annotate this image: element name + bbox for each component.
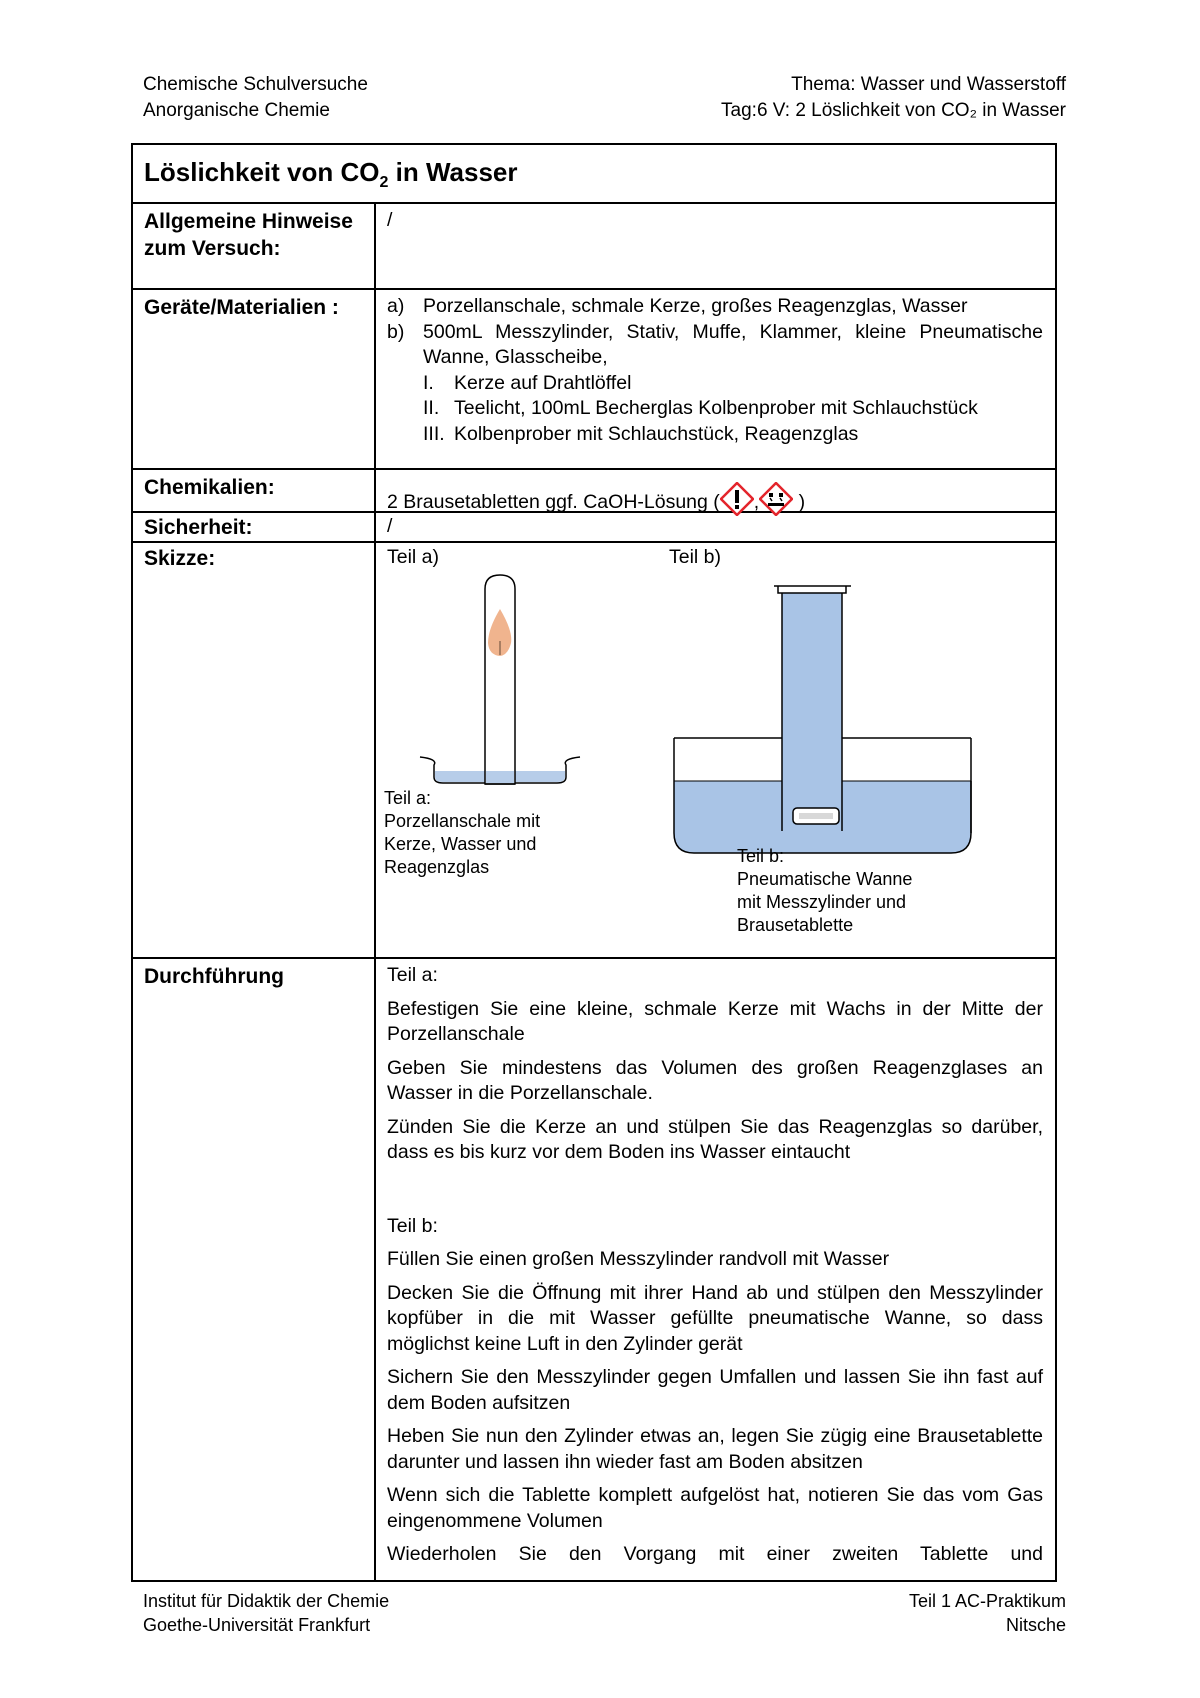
chemikalien-label: Chemikalien: — [144, 476, 275, 499]
test-tube-illustration — [485, 575, 515, 784]
chemikalien-row — [133, 470, 1055, 513]
geraete-row — [133, 290, 1055, 470]
list-item: III. Kolbenprober mit Schlauchstück, Reagenzglas — [423, 422, 859, 445]
page-header-right — [721, 72, 1066, 124]
step-item: Heben Sie nun den Zylinder etwas an, legen Sie zügig eine Brausetablette darunter und lassen ihn wieder fast am Boden absitzen — [387, 1425, 1043, 1473]
header-topic: Thema: Wasser und Wasserstoff — [791, 74, 1066, 95]
corrosive-hazard-icon — [759, 482, 793, 516]
header-school-experiments: Chemische Schulversuche — [143, 74, 368, 95]
effervescent-tablet-illustration — [793, 808, 839, 824]
durchfuehrung-label: Durchführung — [144, 965, 284, 988]
footer-institute: Institut für Didaktik der Chemie — [143, 1591, 390, 1611]
footer-university: Goethe-Universität Frankfurt — [143, 1615, 371, 1635]
step-item: Wiederholen Sie den Vorgang mit einer zweiten Tablette und — [387, 1543, 1043, 1565]
sicherheit-row — [133, 513, 1055, 543]
header-subject: Anorganische Chemie — [143, 100, 330, 121]
page-footer-left — [143, 1589, 389, 1637]
page-header-left — [143, 72, 368, 124]
caption-teil-b: Teil b: Pneumatische Wanne mit Messzylinder und Brausetablette — [737, 846, 913, 935]
protocol-table — [131, 143, 1057, 1582]
list-item: a) Porzellanschale, schmale Kerze, großes Reagenzglas, Wasser — [387, 295, 968, 317]
list-item: II. Teelicht, 100mL Becherglas Kolbenprober mit Schlauchstück — [423, 397, 978, 419]
page-title: Löslichkeit von $CO_2$ in Wasser — [144, 157, 518, 192]
hinweise-row — [133, 204, 1055, 290]
title-row — [133, 145, 1055, 204]
sicherheit-value: / — [387, 515, 393, 537]
spacer — [387, 1174, 1043, 1214]
step-item: Zünden Sie die Kerze an und stülpen Sie das Reagenzglas so darüber, dass es bis kurz vor dem Boden ins Wasser eintaucht — [387, 1115, 1043, 1163]
measuring-cylinder-illustration — [774, 586, 851, 831]
page-footer-right — [909, 1589, 1066, 1637]
list-item: b) 500mL Messzylinder, Stativ, Muffe, Klammer, kleine Pneumatische Wanne, Glasscheibe, — [387, 320, 1043, 368]
skizze-heading-b: Teil b) — [669, 546, 722, 568]
step-item: Befestigen Sie eine kleine, schmale Kerze mit Wachs in der Mitte der Porzellanschale — [387, 997, 1043, 1045]
step-item: Geben Sie mindestens das Volumen des großen Reagenzglases an Wasser in die Porzellanschale. — [387, 1056, 1043, 1104]
experiment-sketch — [133, 543, 1055, 959]
footer-course: Teil 1 AC-Praktikum — [908, 1591, 1066, 1611]
geraete-label: Geräte/Materialien : — [144, 296, 339, 319]
durchfuehrung-steps — [387, 963, 1043, 1576]
durchfuehrung-row — [133, 959, 1055, 1582]
step-item: Decken Sie die Öffnung mit ihrer Hand ab und stülpen den Messzylinder kopfüber in die mit Wasser gefüllte pneumatische Wanne, so dass möglichst keine Luft in den Zylinder gerät — [387, 1281, 1043, 1355]
skizze-label: Skizze: — [144, 547, 216, 570]
sicherheit-label: Sicherheit: — [144, 516, 253, 539]
caption-teil-a: Teil a: Porzellanschale mit Kerze, Wasser und Reagenzglas — [384, 788, 541, 877]
skizze-row — [133, 543, 1055, 959]
geraete-list — [387, 294, 1043, 447]
teil-a-heading: Teil a: — [387, 964, 438, 986]
step-item: Füllen Sie einen großen Messzylinder randvoll mit Wasser — [387, 1248, 890, 1270]
teil-b-heading: Teil b: — [387, 1214, 438, 1237]
step-item: Wenn sich die Tablette komplett aufgelöst hat, notieren Sie das vom Gas eingenommene Volumen — [387, 1484, 1043, 1532]
skizze-heading-a: Teil a) — [387, 546, 440, 568]
header-experiment: Tag:6 V: 2 Löslichkeit von CO₂ in Wasser — [721, 100, 1066, 121]
step-item: Sichern Sie den Messzylinder gegen Umfallen und lassen Sie ihn fast auf dem Boden aufsitzen — [387, 1366, 1043, 1414]
list-item: I. Kerze auf Drahtlöffel — [423, 371, 632, 394]
footer-author: Nitsche — [1005, 1615, 1066, 1635]
exclamation-hazard-icon — [720, 482, 754, 516]
chemikalien-value: 2 Brausetabletten ggf. CaOH-Lösung ( , ) — [387, 482, 1043, 516]
hinweise-value: / — [387, 209, 393, 231]
hinweise-label: Allgemeine Hinweise zum Versuch: — [144, 210, 353, 260]
